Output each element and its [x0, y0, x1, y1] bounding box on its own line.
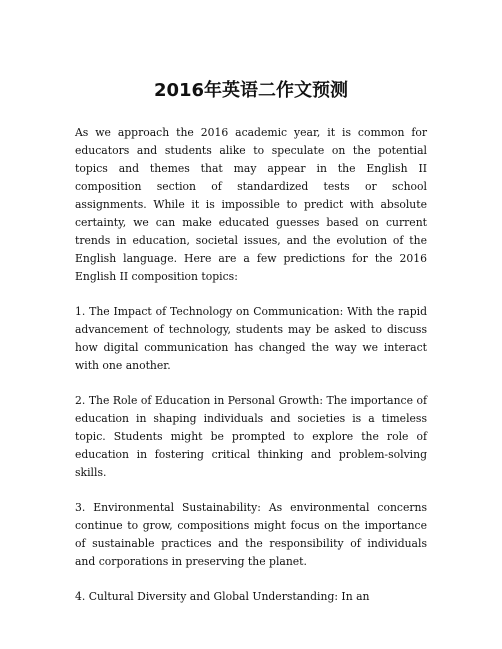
document-body: [75, 124, 427, 623]
prediction-paragraph-environment: 3. Environmental Sustainability: As environmental concerns continue to grow, compositions might focus on the importance of sustainable practices and the responsibility of individuals and corporations in preserving the planet.: [75, 501, 427, 568]
prediction-paragraph-education: 2. The Role of Education in Personal Growth: The importance of education in shaping individuals and societies is a timeless topic. Students might be prompted to explore the role of education in fostering critical thinking and problem-solving skills.: [75, 394, 427, 479]
prediction-paragraph-technology: 1. The Impact of Technology on Communication: With the rapid advancement of technology, students may be asked to discuss how digital communication has changed the way we interact with one another.: [75, 305, 427, 372]
intro-paragraph: As we approach the 2016 academic year, it is common for educators and students alike to speculate on the potential topics and themes that may appear in the English II composition section of standardized tests or school assignments. While it is impossible to predict with absolute certainty, we can make educated guesses based on current trends in education, societal issues, and the evolution of the English language. Here are a few predictions for the 2016 English II composition topics:: [75, 126, 427, 283]
prediction-paragraph-diversity: 4. Cultural Diversity and Global Understanding: In an: [75, 590, 370, 603]
document-title: 2016年英语二作文预测: [153, 80, 349, 101]
